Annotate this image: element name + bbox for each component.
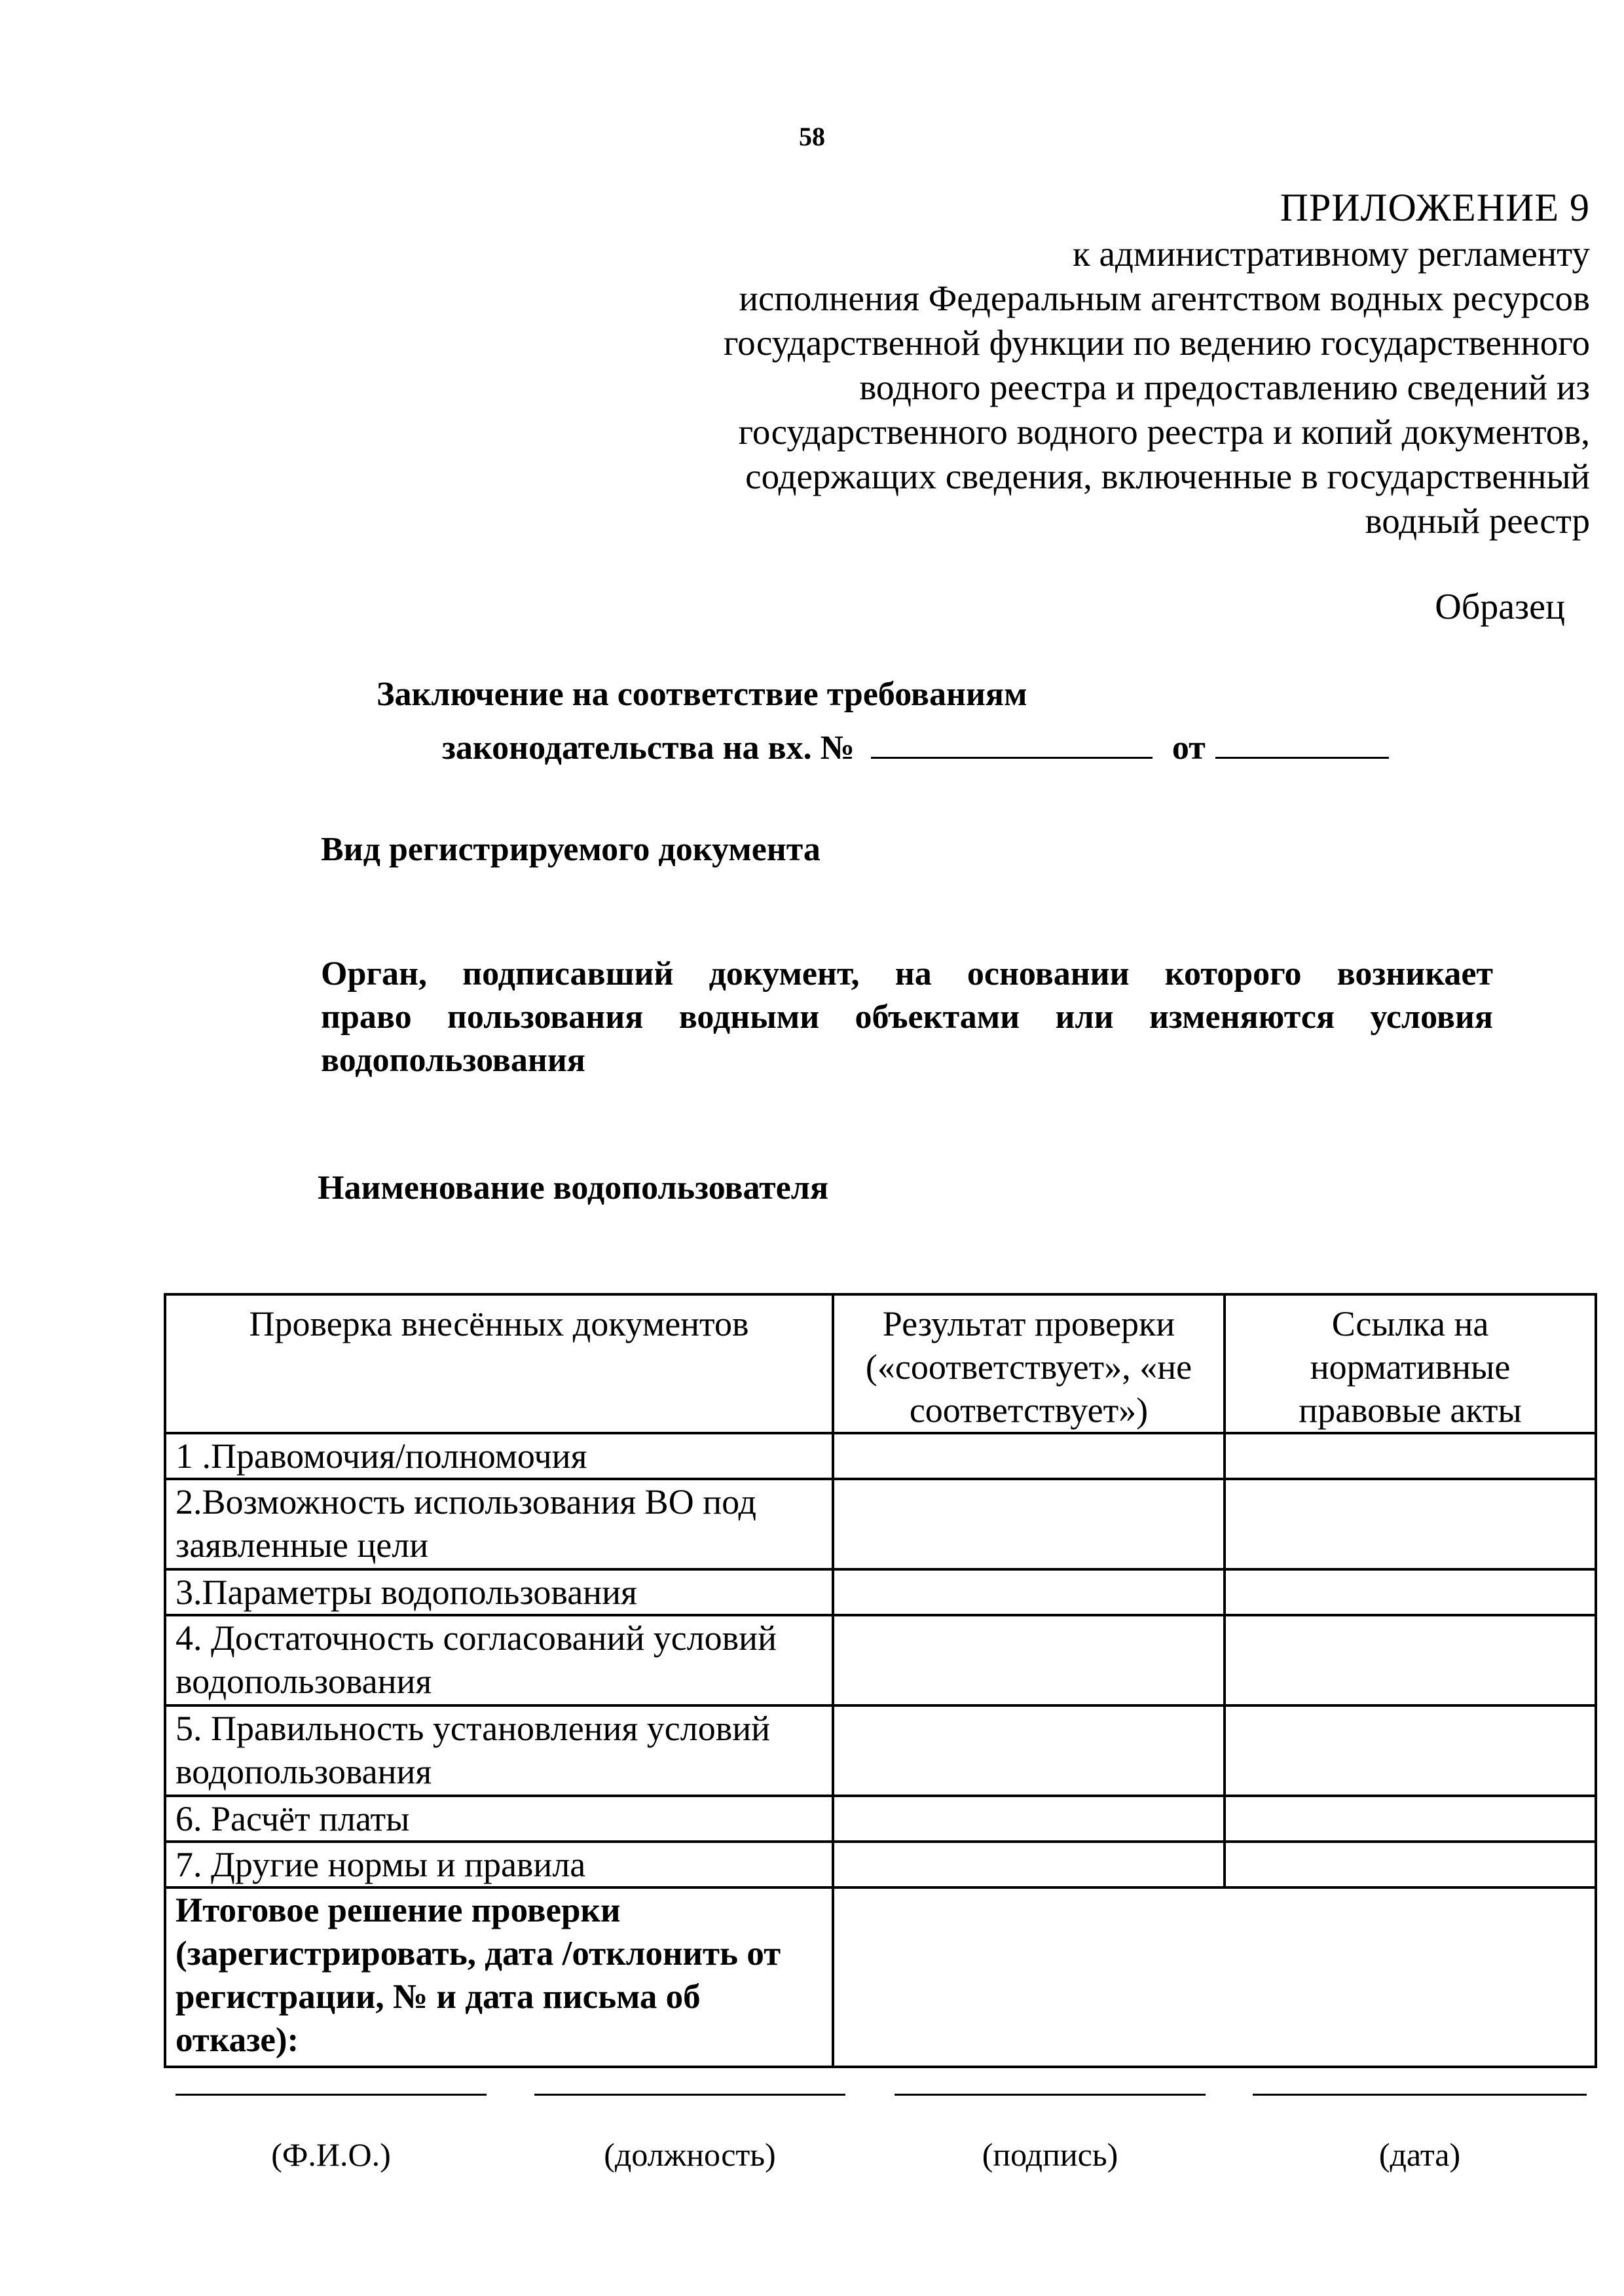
- result-cell[interactable]: [833, 1842, 1225, 1887]
- reference-cell[interactable]: [1225, 1433, 1596, 1479]
- check-item: 5. Правильность установления условий водопользования: [165, 1705, 833, 1796]
- organ-label-line: водопользования: [321, 1042, 585, 1079]
- result-cell[interactable]: [833, 1569, 1225, 1615]
- check-table: [164, 1293, 1597, 2068]
- reference-cell[interactable]: [1225, 1705, 1596, 1796]
- reference-cell[interactable]: [1225, 1842, 1596, 1887]
- from-label: от: [1172, 729, 1206, 767]
- organ-label-line: право пользования водными объектами или изменяются условия: [321, 998, 1493, 1036]
- header-check-result: Результат проверки («соответствует», «не соответствует»): [833, 1294, 1225, 1433]
- reference-cell[interactable]: [1225, 1569, 1596, 1615]
- result-cell[interactable]: [833, 1615, 1225, 1705]
- position-signature-line[interactable]: [534, 2094, 845, 2096]
- table-row: [165, 1842, 1596, 1887]
- final-decision-label: Итоговое решение проверки (зарегистрировать, дата /отклонить от регистрации, № и дата письма об отказе):: [165, 1887, 833, 2067]
- page-number: 58: [799, 122, 825, 151]
- result-cell[interactable]: [833, 1796, 1225, 1842]
- check-item: 1 .Правомочия/полномочия: [165, 1433, 833, 1479]
- appendix-line: содержащих сведения, включенные в государственный: [745, 456, 1590, 496]
- result-cell[interactable]: [833, 1479, 1225, 1569]
- incoming-number-blank: [871, 723, 1153, 759]
- appendix-title: ПРИЛОЖЕНИЕ 9: [1280, 186, 1590, 229]
- organ-label: [321, 953, 1493, 1082]
- final-decision-cell[interactable]: [833, 1887, 1596, 2067]
- check-item: 7. Другие нормы и правила: [165, 1842, 833, 1887]
- sample-label: Образец: [1435, 587, 1565, 627]
- name-caption: (Ф.И.О.): [271, 2136, 391, 2173]
- signature-line[interactable]: [895, 2094, 1206, 2096]
- date-caption: (дата): [1378, 2136, 1461, 2173]
- header-check-docs: Проверка внесённых документов: [165, 1294, 833, 1433]
- conclusion-title: [377, 668, 1490, 775]
- table-row: [165, 1615, 1596, 1705]
- table-row: [165, 1796, 1596, 1842]
- appendix-line: водный реестр: [1365, 501, 1590, 541]
- position-caption: (должность): [604, 2136, 776, 2173]
- table-row: [165, 1569, 1596, 1615]
- incoming-number-label: законодательства на вх. №: [442, 729, 855, 767]
- date-blank: [1215, 723, 1389, 759]
- table-header-row: [165, 1294, 1596, 1433]
- doc-type-label: Вид регистрируемого документа: [321, 831, 821, 868]
- check-item: 4. Достаточность согласований условий водопользования: [165, 1615, 833, 1705]
- appendix-line: государственного водного реестра и копий документов,: [738, 412, 1590, 452]
- organ-label-line: Орган, подписавший документ, на основании которого возникает: [321, 955, 1493, 993]
- check-item: 3.Параметры водопользования: [165, 1569, 833, 1615]
- reference-cell[interactable]: [1225, 1479, 1596, 1569]
- signature-caption: (подпись): [982, 2136, 1118, 2173]
- appendix-line: государственной функции по ведению государственного: [723, 323, 1590, 363]
- appendix-header: [608, 183, 1590, 543]
- water-user-label: Наименование водопользователя: [318, 1169, 829, 1207]
- check-item: 2.Возможность использования ВО под заявленные цели: [165, 1479, 833, 1569]
- appendix-line: исполнения Федеральным агентством водных ресурсов: [739, 278, 1590, 318]
- table-row: [165, 1433, 1596, 1479]
- table-row: [165, 1705, 1596, 1796]
- final-decision-row: [165, 1887, 1596, 2067]
- reference-cell[interactable]: [1225, 1615, 1596, 1705]
- name-signature-line[interactable]: [175, 2094, 487, 2096]
- conclusion-line-2: [377, 721, 1490, 775]
- table-row: [165, 1479, 1596, 1569]
- header-legal-reference: Ссылка на нормативные правовые акты: [1225, 1294, 1596, 1433]
- date-signature-line[interactable]: [1253, 2094, 1587, 2096]
- check-item: 6. Расчёт платы: [165, 1796, 833, 1842]
- result-cell[interactable]: [833, 1705, 1225, 1796]
- reference-cell[interactable]: [1225, 1796, 1596, 1842]
- result-cell[interactable]: [833, 1433, 1225, 1479]
- appendix-line: к административному регламенту: [1073, 234, 1590, 274]
- conclusion-line-1: Заключение на соответствие требованиям: [377, 676, 1027, 713]
- appendix-line: водного реестра и предоставлению сведений из: [859, 367, 1590, 407]
